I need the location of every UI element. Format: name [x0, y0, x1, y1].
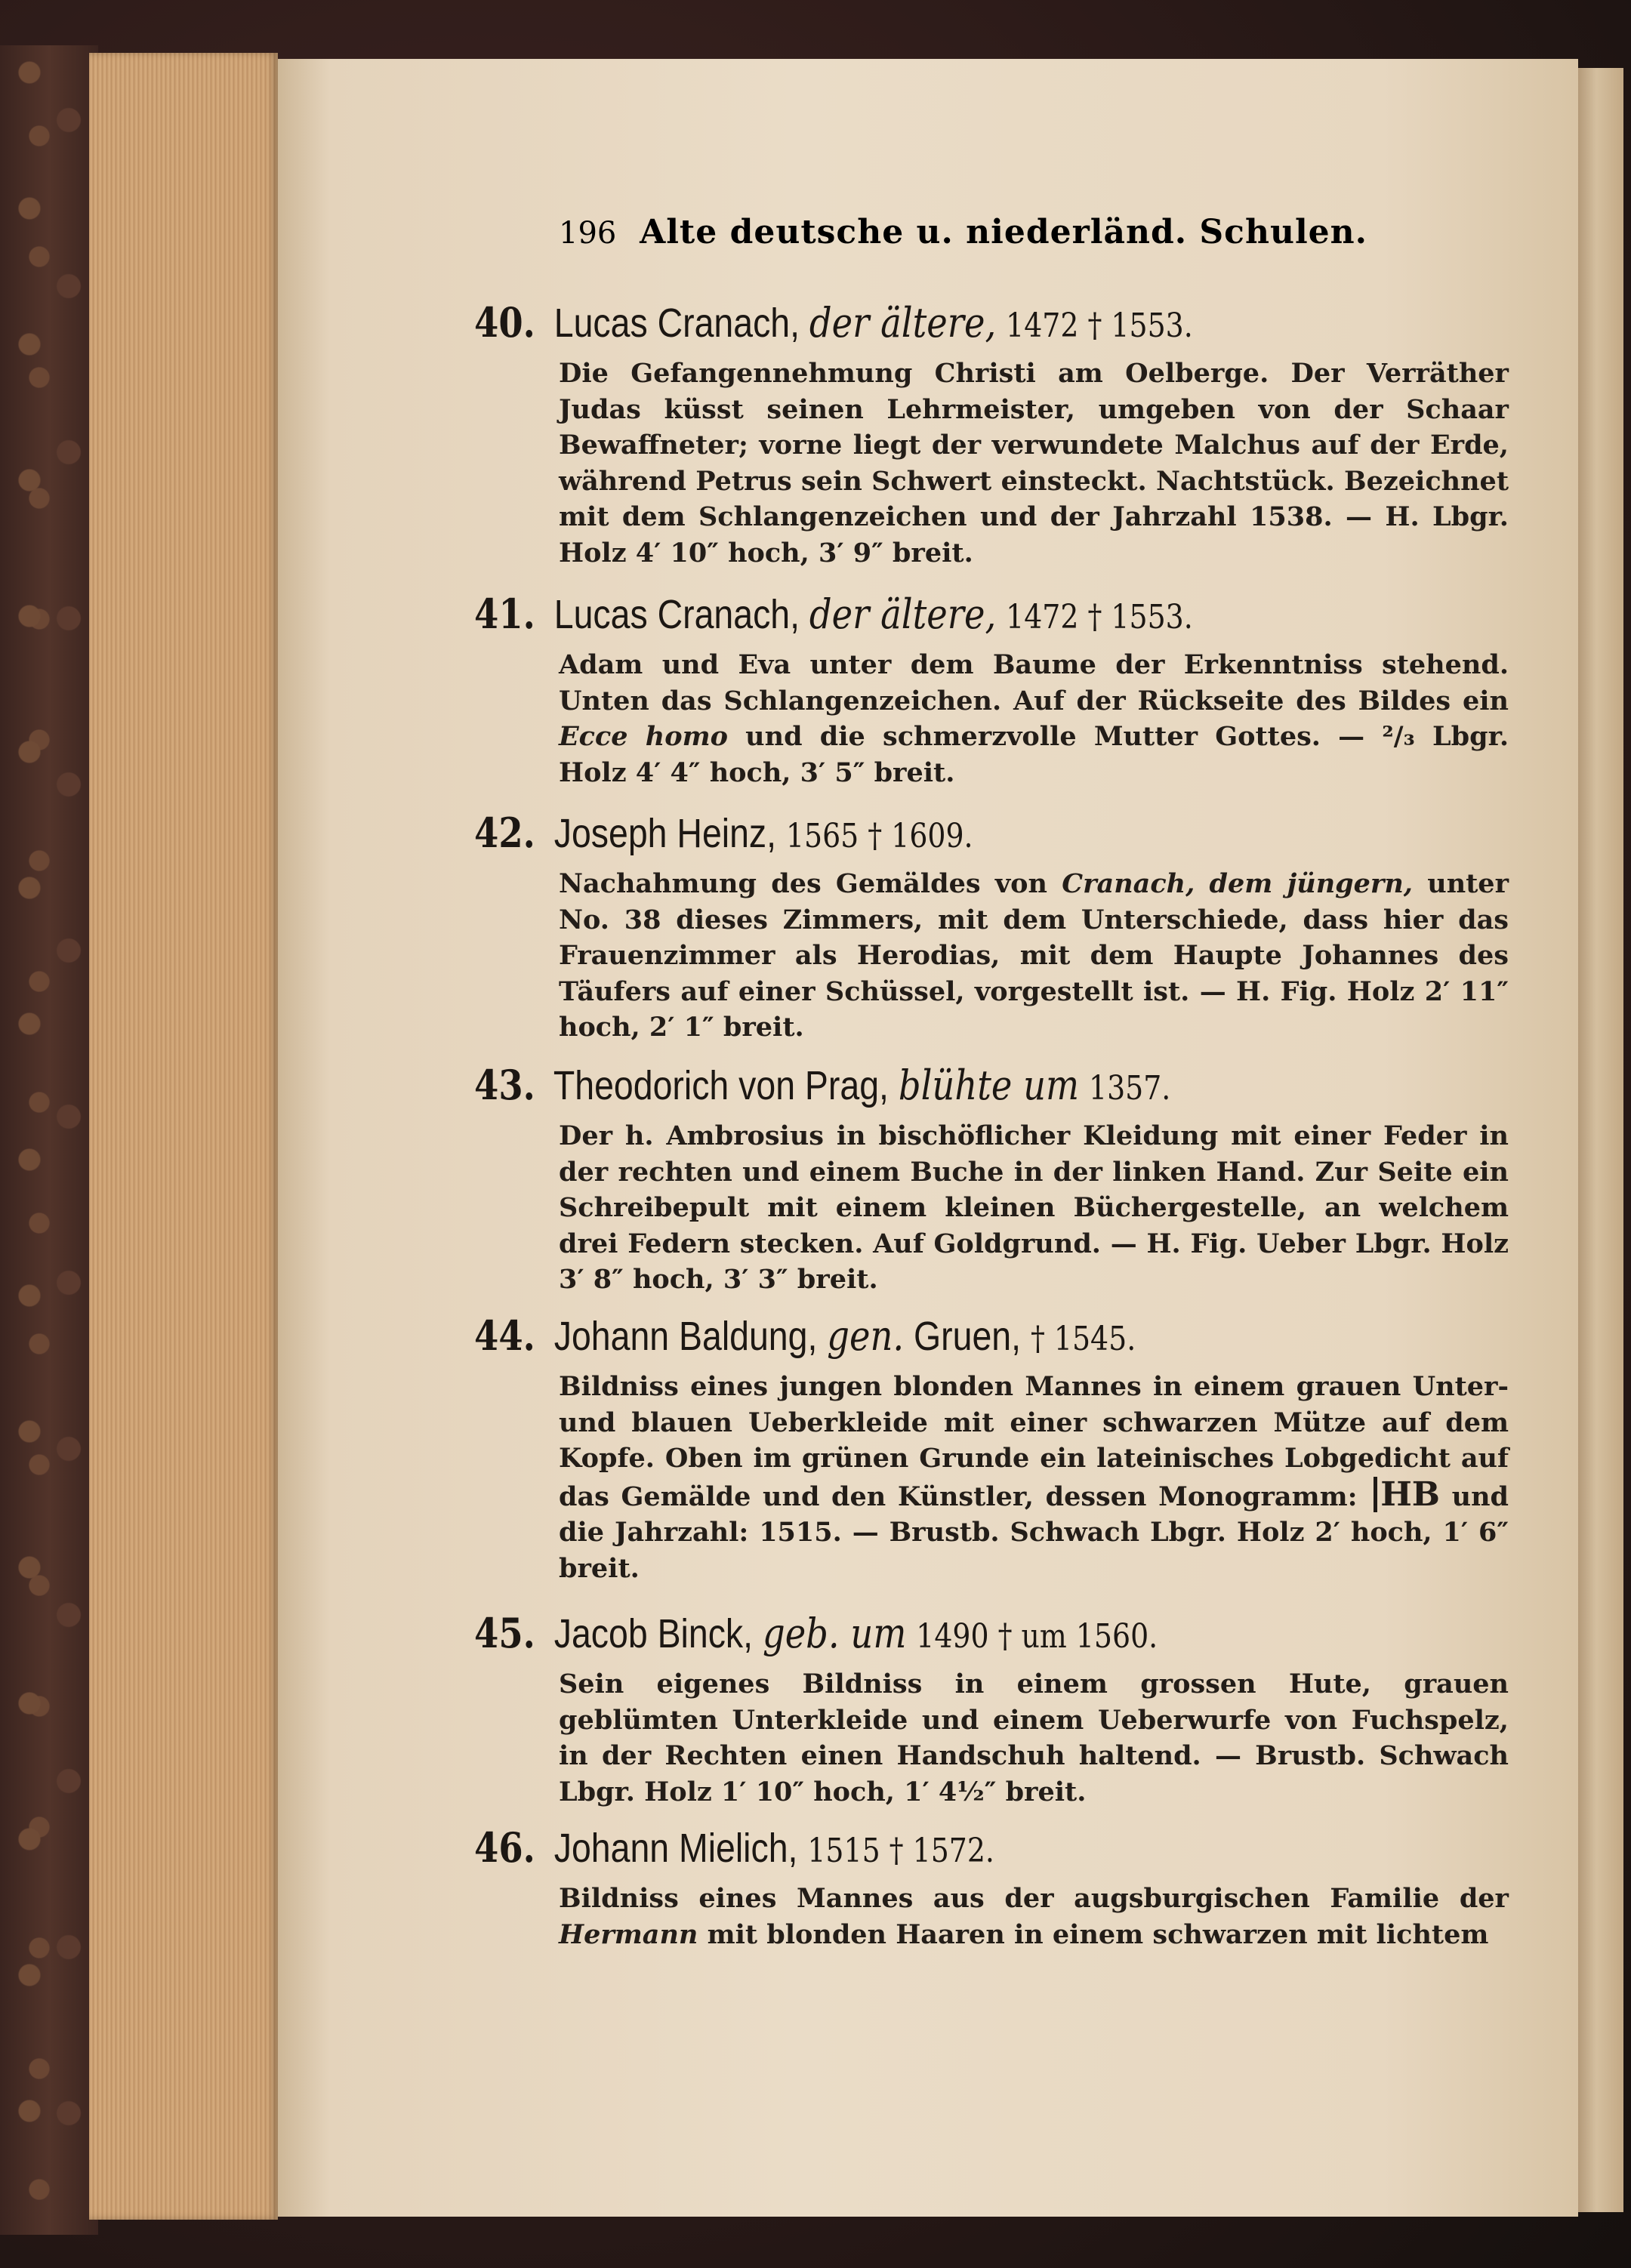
description-italic: Cranach, dem jüngern, — [1062, 868, 1413, 899]
entry-description — [474, 1881, 1509, 1952]
catalog-entry-46 — [474, 1821, 1509, 1952]
artist-epithet: der ältere, — [809, 299, 997, 347]
entry-description: Sein eigenes Bildniss in einem grossen Hute, grauen geblümten Unterkleide und einem Ueberwurfe von Fuchspelz, in der Rechten einen Handschuh haltend. — Brustb. Schwach Lbgr. Holz 1′ 10″ hoch, 1′ 4½″ breit. — [559, 1669, 1509, 1807]
description-text: mit blonden Haaren in einem schwarzen mit lichtem — [707, 1918, 1489, 1950]
running-header — [559, 213, 1465, 260]
catalog-entry-45 — [474, 1607, 1509, 1810]
entry-number: 42. — [474, 809, 535, 857]
entry-heading — [474, 806, 1364, 863]
page-number: 196 — [559, 216, 617, 251]
entry-heading — [474, 587, 1364, 644]
artist-name: Jacob Binck, — [553, 1611, 754, 1656]
artist-dates: 1490 † um 1560. — [916, 1617, 1158, 1656]
description-text: Adam und Eva unter dem Baume der Erkenntniss stehend. Unten das Schlangenzeichen. Auf der Rückseite des Bildes ein — [559, 649, 1509, 716]
entry-description: Die Gefangennehmung Christi am Oelberge. Der Verräther Judas küsst seinen Lehrmeister, umgeben von der Schaar Bewaffneter; vorne liegt der verwundete Malchus auf der Erde, während Petrus sein Schwert einsteckt. Nachtstück. Bezeichnet mit dem Schlangenzeichen und der Jahrzahl 1538. — H. Lbgr. Holz 4′ 10″ hoch, 3′ 9″ breit. — [559, 358, 1509, 569]
description-text: und die Jahrzahl: 1515. — Brustb. Schwach Lbgr. Holz 2′ hoch, 1′ 6″ breit. — [559, 1481, 1509, 1584]
artist-epithet: blühte um — [898, 1062, 1080, 1109]
entry-heading — [474, 1059, 1364, 1115]
description-text: Nachahmung des Gemäldes von — [559, 868, 1047, 899]
monogram-mark: HB — [1374, 1477, 1440, 1513]
entry-number: 43. — [474, 1061, 535, 1109]
entry-number: 40. — [474, 298, 535, 347]
entry-description — [474, 1369, 1509, 1587]
artist-name: Joseph Heinz, — [553, 811, 777, 856]
description-text: Bildniss eines jungen blonden Mannes in einem grauen Unter- und blauen Ueberkleide mit einer schwarzen Mütze auf dem Kopfe. Oben im grünen Grunde ein lateinisches Lobgedicht auf das Gemälde und den Künstler, dessen Monogramm: — [559, 1371, 1509, 1512]
catalog-entry-43 — [474, 1059, 1509, 1298]
description-text: und die schmerzvolle Mutter Gottes. — ²/₃ Lbgr. Holz 4′ 4″ hoch, 3′ 5″ breit. — [559, 721, 1509, 788]
running-title: Alte deutsche u. niederländ. Schulen. — [640, 213, 1367, 251]
entry-number: 41. — [474, 590, 535, 638]
artist-dates: 1565 † 1609. — [785, 817, 973, 855]
entry-description — [474, 866, 1509, 1046]
description-italic: Hermann — [559, 1918, 698, 1950]
catalog-entry-44 — [474, 1309, 1509, 1587]
artist-name: Theodorich von Prag, — [553, 1063, 889, 1108]
entry-number: 45. — [474, 1609, 535, 1657]
facing-page-edge — [1578, 68, 1623, 2212]
artist-name-continued: Gruen, — [914, 1314, 1022, 1359]
artist-dates: 1357. — [1089, 1069, 1171, 1108]
artist-dates: † 1545. — [1030, 1320, 1136, 1358]
artist-name: Lucas Cranach, — [553, 300, 800, 346]
artist-name: Johann Mielich, — [553, 1826, 798, 1871]
entry-description: Der h. Ambrosius in bischöflicher Kleidung mit einer Feder in der rechten und einem Buche in der linken Hand. Zur Seite ein Schreibepult mit einem kleinen Büchergestelle, an welchem drei Federn stecken. Auf Goldgrund. — H. Fig. Ueber Lbgr. Holz 3′ 8″ hoch, 3′ 3″ breit. — [559, 1120, 1509, 1296]
entry-number: 46. — [474, 1823, 535, 1872]
catalog-entry-40 — [474, 296, 1509, 572]
artist-epithet: der ältere, — [809, 590, 997, 638]
catalog-entry-42 — [474, 806, 1509, 1046]
page-stack-edges — [89, 53, 278, 2220]
artist-epithet: geb. um — [762, 1610, 907, 1657]
description-text: unter No. 38 dieses Zimmers, mit dem Unterschiede, dass hier das Frauenzimmer als Herodias, mit dem Haupte Johannes des Täufers auf einer Schüssel, vorgestellt ist. — H. Fig. Holz 2′ 11″ hoch, 2′ 1″ breit. — [559, 868, 1509, 1043]
artist-dates: 1472 † 1553. — [1006, 307, 1193, 345]
description-italic: Ecce homo — [559, 721, 728, 753]
artist-epithet: gen. — [827, 1312, 905, 1360]
catalog-entry-41 — [474, 587, 1509, 790]
artist-name: Lucas Cranach, — [553, 592, 800, 637]
description-text: Bildniss eines Mannes aus der augsburgischen Familie der — [559, 1883, 1509, 1914]
entry-number: 44. — [474, 1311, 535, 1360]
artist-name: Johann Baldung, — [553, 1314, 818, 1359]
entry-description — [474, 647, 1509, 790]
entry-heading — [474, 296, 1364, 353]
entry-heading — [474, 1821, 1364, 1878]
artist-dates: 1472 † 1553. — [1006, 598, 1193, 636]
marbled-cover-edge — [0, 45, 98, 2235]
artist-dates: 1515 † 1572. — [807, 1832, 994, 1870]
entry-heading — [474, 1309, 1364, 1366]
entry-heading — [474, 1607, 1364, 1663]
